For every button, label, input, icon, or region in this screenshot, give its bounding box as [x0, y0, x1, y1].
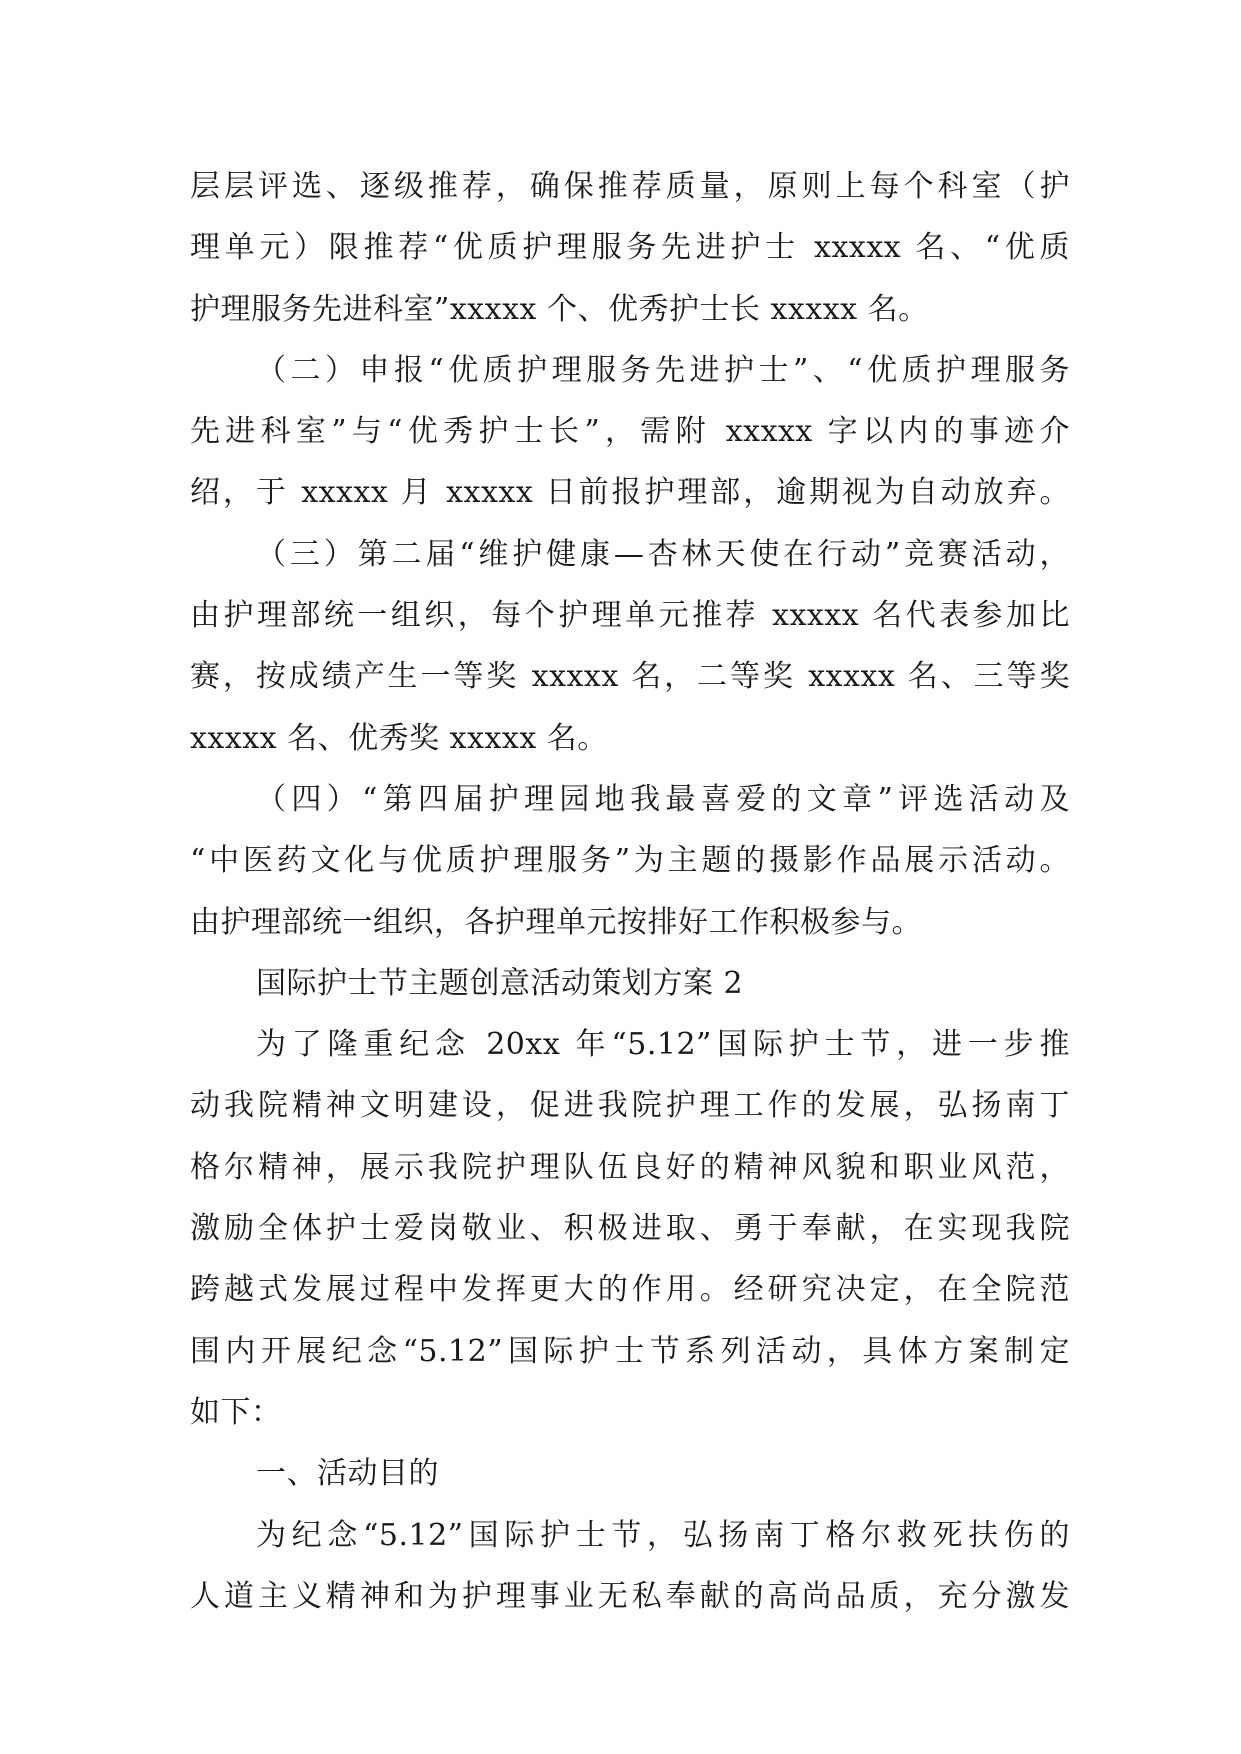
paragraph-line: （三）第二届“维护健康—杏林天使在行动”竞赛活动， [256, 536, 1070, 572]
paragraph-line: 围内开展纪念“5.12”国际护士节系列活动，具体方案制定 [190, 1333, 1070, 1369]
paragraph-line: 先进科室”与“优秀护士长”，需附 xxxxx 字以内的事迹介 [190, 414, 1070, 450]
section-heading: 一、活动目的 [256, 1456, 439, 1492]
paragraph-line: 人道主义精神和为护理事业无私奉献的高尚品质，充分激发 [190, 1578, 1070, 1614]
paragraph-line: 层层评选、逐级推荐，确保推荐质量，原则上每个科室（护 [190, 169, 1070, 204]
paragraph-line: 护理服务先进科室”xxxxx 个、优秀护士长 xxxxx 名。 [190, 291, 929, 327]
paragraph-line: “中医药文化与优质护理服务”为主题的摄影作品展示活动。 [190, 843, 1070, 879]
paragraph-line: 为了隆重纪念 20xx 年“5.12”国际护士节，进一步推 [256, 1027, 1070, 1063]
document-body [190, 156, 1070, 1627]
paragraph-line: （四）“第四届护理园地我最喜爱的文章”评选活动及 [256, 781, 1070, 817]
paragraph-line: xxxxx 名、优秀奖 xxxxx 名。 [190, 720, 608, 756]
paragraph-line: 由护理部统一组织，各护理单元按排好工作积极参与。 [190, 904, 922, 940]
section-title: 国际护士节主题创意活动策划方案 2 [256, 965, 744, 1001]
paragraph-line: （二）申报“优质护理服务先进护士”、“优质护理服务 [256, 352, 1070, 388]
paragraph-line: 绍，于 xxxxx 月 xxxxx 日前报护理部，逾期视为自动放弃。 [190, 475, 1070, 511]
paragraph-line: 赛，按成绩产生一等奖 xxxxx 名，二等奖 xxxxx 名、三等奖 [190, 659, 1070, 695]
paragraph-line: 如下： [190, 1394, 282, 1430]
paragraph-line: 理单元）限推荐“优质护理服务先进护士 xxxxx 名、“优质 [190, 230, 1070, 266]
paragraph-line: 动我院精神文明建设，促进我院护理工作的发展，弘扬南丁 [190, 1088, 1070, 1124]
paragraph-line: 格尔精神，展示我院护理队伍良好的精神风貌和职业风范， [190, 1149, 1070, 1185]
paragraph-line: 由护理部统一组织，每个护理单元推荐 xxxxx 名代表参加比 [190, 598, 1070, 634]
paragraph-line: 激励全体护士爱岗敬业、积极进取、勇于奉献，在实现我院 [190, 1211, 1070, 1247]
paragraph-line: 跨越式发展过程中发挥更大的作用。经研究决定，在全院范 [190, 1272, 1070, 1308]
paragraph-line: 为纪念“5.12”国际护士节，弘扬南丁格尔救死扶伤的 [256, 1517, 1070, 1553]
